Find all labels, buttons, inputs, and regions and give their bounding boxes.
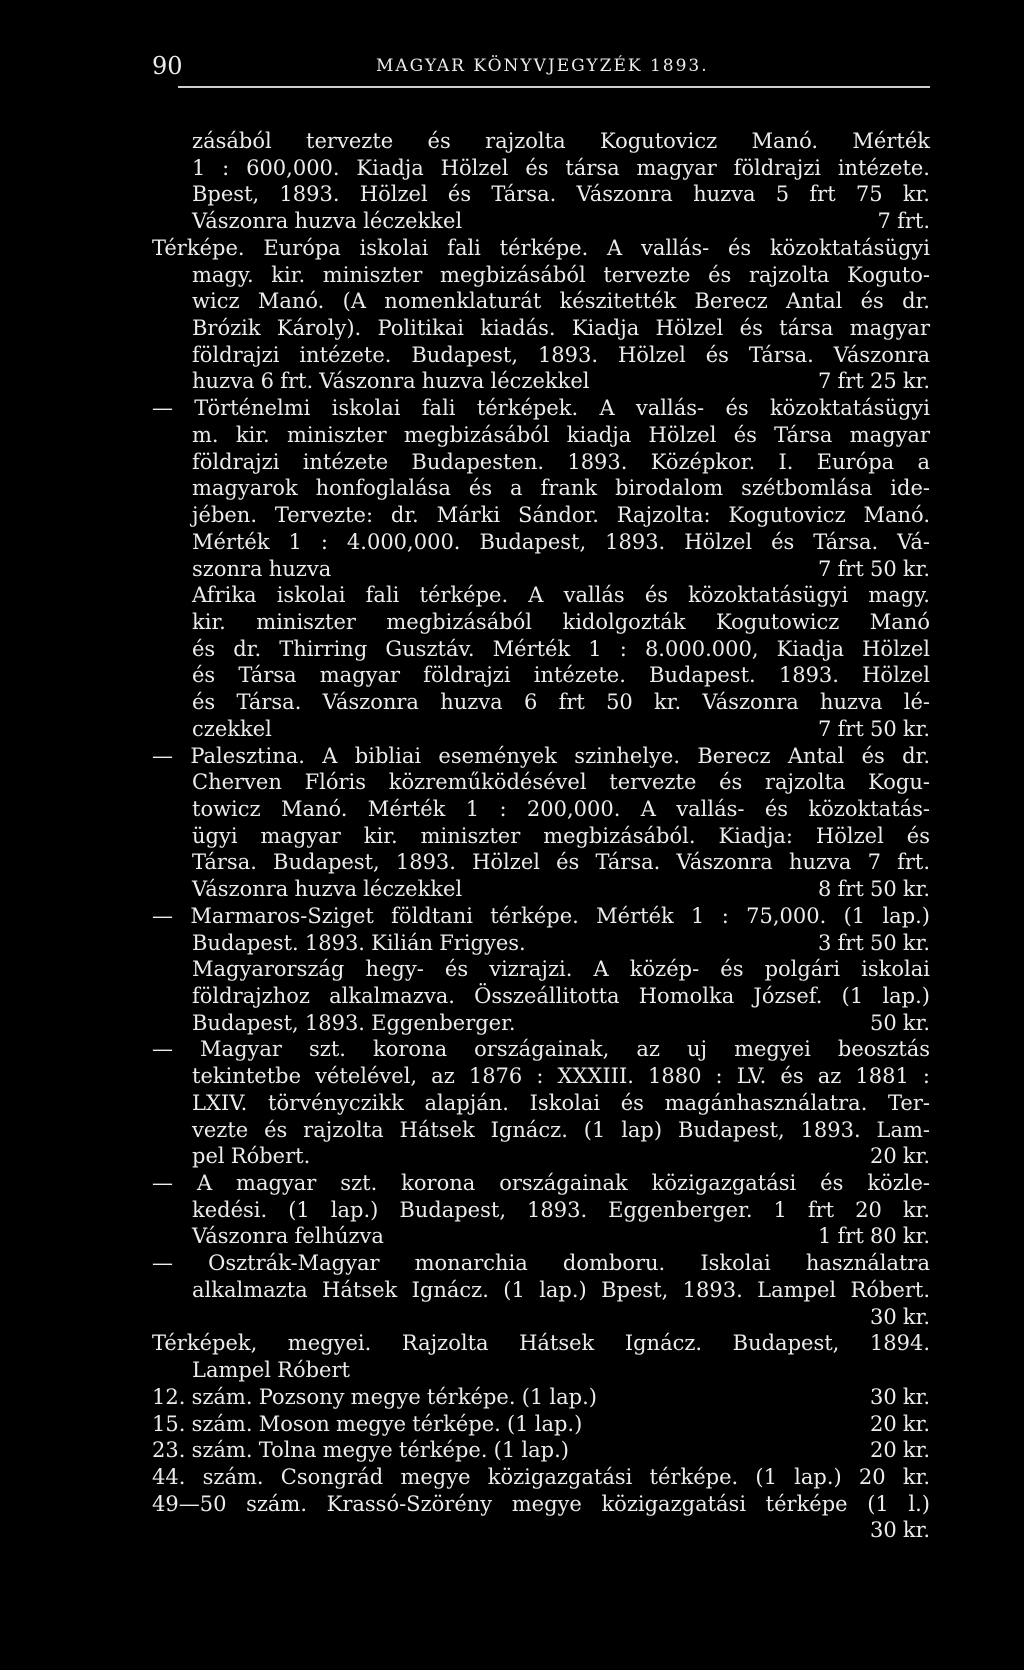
line-text: Budapest. 1893. Kilián Frigyes. — [192, 930, 526, 955]
line-text: Vászonra huzva léczekkel — [192, 209, 463, 234]
text-line — [152, 1170, 930, 1197]
text-line — [152, 1197, 930, 1224]
text-line — [152, 288, 930, 315]
text-line — [152, 475, 930, 502]
line-text: kir. miniszter megbizásából kidolgozták Kogutowicz Manó — [192, 609, 930, 634]
text-line — [152, 769, 930, 796]
text-line — [152, 1491, 930, 1518]
line-text: Afrika iskolai fali térképe. A vallás és közoktatásügyi magy. — [192, 583, 930, 608]
line-text: alkalmazta Hátsek Ignácz. (1 lap.) Bpest, 1893. Lampel Róbert. — [192, 1277, 930, 1302]
price: 3 frt 50 kr. — [818, 930, 930, 955]
line-text: LXIV. törvényczikk alapján. Iskolai és magánhasználatra. Ter- — [192, 1090, 930, 1115]
line-text: huzva 6 frt. Vászonra huzva léczekkel — [192, 369, 590, 394]
line-text: — Palesztina. A bibliai események szinhelye. Berecz Antal és dr. — [152, 743, 930, 768]
price: 8 frt 50 kr. — [818, 877, 930, 902]
line-text: földrajzhoz alkalmazva. Összeállitotta Homolka József. (1 lap.) — [192, 984, 930, 1008]
line-text: czekkel — [192, 716, 272, 741]
text-line — [152, 662, 930, 689]
line-text: ügyi magyar kir. miniszter megbizásából. Kiadja: Hölzel és — [192, 823, 930, 848]
line-text: magy. kir. miniszter megbizásából tervezte és rajzolta Koguto- — [192, 262, 930, 287]
text-line — [152, 1063, 930, 1090]
line-text: vezte és rajzolta Hátsek Ignácz. (1 lap) Budapest, 1893. Lam- — [192, 1117, 930, 1142]
price: 7 frt 50 kr. — [818, 716, 930, 741]
text-line — [152, 556, 930, 583]
text-line — [152, 876, 930, 903]
text-line — [152, 128, 930, 155]
header-rule — [178, 86, 930, 88]
line-text: tekintetbe vételével, az 1876 : XXXIII. 1880 : LV. és az 1881 : — [192, 1064, 930, 1089]
line-text: Társa. Budapest, 1893. Hölzel és Társa. Vászonra huzva 7 frt. — [192, 850, 930, 875]
line-text: wicz Manó. (A nomenklaturát készitették Berecz Antal és dr. — [192, 289, 930, 314]
text-line — [152, 956, 930, 983]
text-line — [152, 689, 930, 716]
text-line — [152, 315, 930, 342]
text-line — [152, 422, 930, 449]
text-line — [152, 181, 930, 208]
line-text: szonra huzva — [192, 556, 332, 581]
text-line — [152, 903, 930, 930]
line-text: — Osztrák-Magyar monarchia domboru. Iskolai használatra — [152, 1251, 930, 1276]
line-text: és Társa. Vászonra huzva 6 frt 50 kr. Vászonra huzva lé- — [192, 690, 930, 715]
text-line — [152, 636, 930, 663]
line-text: — Történelmi iskolai fali térképek. A vallás- és közoktatásügyi — [152, 396, 930, 421]
text-line — [152, 395, 930, 422]
text-line — [152, 155, 930, 182]
price: 30 kr. — [869, 1304, 930, 1329]
line-text: 23. szám. Tolna megye térképe. (1 lap.) — [152, 1438, 569, 1463]
text-line — [152, 743, 930, 770]
page-number: 90 — [152, 52, 183, 80]
text-line — [152, 1143, 930, 1170]
line-text: Lampel Róbert — [192, 1358, 350, 1383]
text-line — [152, 1517, 930, 1544]
text-line — [152, 1036, 930, 1063]
text-line — [152, 983, 930, 1010]
text-line — [152, 449, 930, 476]
text-line — [152, 1277, 930, 1304]
line-text: Vászonra felhúzva — [192, 1224, 384, 1249]
text-line — [152, 262, 930, 289]
line-text: zásából tervezte és rajzolta Kogutovicz Manó. Mérték — [192, 129, 930, 153]
running-title: MAGYAR KÖNYVJEGYZÉK 1893. — [376, 56, 709, 76]
text-line — [152, 1357, 930, 1384]
price: 50 kr. — [869, 1010, 930, 1035]
text-line — [152, 368, 930, 395]
price: 7 frt 25 kr. — [818, 369, 930, 394]
line-text: — Magyar szt. korona országainak, az uj megyei beosztás — [152, 1037, 930, 1062]
text-line — [152, 1411, 930, 1438]
line-text: Mérték 1 : 4.000,000. Budapest, 1893. Hölzel és Társa. Vá- — [192, 529, 930, 554]
price: 7 frt. — [877, 209, 930, 234]
text-line — [152, 609, 930, 636]
text-line — [152, 930, 930, 957]
line-text: és dr. Thirring Gusztáv. Mérték 1 : 8.000.000, Kiadja Hölzel — [192, 636, 930, 661]
text-line — [152, 342, 930, 369]
line-text: jében. Tervezte: dr. Márki Sándor. Rajzolta: Kogutovicz Manó. — [192, 503, 930, 528]
page-header — [152, 52, 930, 82]
price: 20 kr. — [869, 1411, 930, 1436]
price: 20 kr. — [869, 1438, 930, 1463]
text-line — [152, 1090, 930, 1117]
line-text: — Marmaros-Sziget földtani térképe. Mérték 1 : 75,000. (1 lap.) — [152, 903, 930, 928]
text-line — [152, 796, 930, 823]
text-line — [152, 1437, 930, 1464]
line-text: Budapest, 1893. Eggenberger. — [192, 1010, 516, 1035]
text-line — [152, 823, 930, 850]
text-line — [152, 1330, 930, 1357]
text-line — [152, 235, 930, 262]
text-line — [152, 529, 930, 556]
text-line — [152, 716, 930, 743]
text-line — [152, 1304, 930, 1331]
line-text: Cherven Flóris közreműködésével tervezte és rajzolta Kogu- — [192, 770, 930, 795]
line-text: kedési. (1 lap.) Budapest, 1893. Eggenberger. 1 frt 20 kr. — [192, 1197, 930, 1222]
line-text: 1 : 600,000. Kiadja Hölzel és társa magyar földrajzi intézete. — [192, 155, 930, 180]
text-line — [152, 582, 930, 609]
price: 1 frt 80 kr. — [818, 1224, 930, 1249]
line-text: földrajzi intézete Budapesten. 1893. Középkor. I. Európa a — [192, 449, 930, 474]
line-text: és Társa magyar földrajzi intézete. Budapest. 1893. Hölzel — [192, 663, 930, 688]
line-text: földrajzi intézete. Budapest, 1893. Hölzel és Társa. Vászonra — [192, 342, 930, 367]
text-line — [152, 1384, 930, 1411]
text-line — [152, 1010, 930, 1037]
line-text: m. kir. miniszter megbizásából kiadja Hölzel és Társa magyar — [192, 422, 930, 447]
line-text: 49—50 szám. Krassó-Szörény megye közigazgatási térképe (1 l.) — [152, 1491, 930, 1516]
line-text: magyarok honfoglalása és a frank birodalom szétbomlása ide- — [192, 476, 930, 501]
text-line — [152, 208, 930, 235]
line-text: 15. szám. Moson megye térképe. (1 lap.) — [152, 1411, 583, 1436]
text-line — [152, 1223, 930, 1250]
price: 20 kr. — [869, 1144, 930, 1169]
line-text: Vászonra huzva léczekkel — [192, 877, 463, 902]
bibliography-text — [152, 128, 930, 1544]
price: 7 frt 50 kr. — [818, 556, 930, 581]
line-text: 12. szám. Pozsony megye térképe. (1 lap.) — [152, 1384, 597, 1409]
text-line — [152, 502, 930, 529]
line-text: Térképe. Európa iskolai fali térképe. A vallás- és közoktatásügyi — [152, 235, 930, 260]
line-text: pel Róbert. — [192, 1144, 311, 1169]
line-text: Bpest, 1893. Hölzel és Társa. Vászonra huzva 5 frt 75 kr. — [192, 182, 930, 207]
line-text: 44. szám. Csongrád megye közigazgatási térképe. (1 lap.) 20 kr. — [152, 1464, 930, 1489]
text-line — [152, 1250, 930, 1277]
price: 30 kr. — [869, 1518, 930, 1543]
line-text: Térképek, megyei. Rajzolta Hátsek Ignácz. Budapest, 1894. — [152, 1331, 930, 1356]
text-line — [152, 1464, 930, 1491]
line-text: — A magyar szt. korona országainak közigazgatási és közle- — [152, 1171, 930, 1196]
line-text: Magyarország hegy- és vizrajzi. A közép- és polgári iskolai — [192, 957, 930, 982]
text-line — [152, 1117, 930, 1144]
price: 30 kr. — [869, 1384, 930, 1409]
line-text: Brózik Károly). Politikai kiadás. Kiadja Hölzel és társa magyar — [192, 316, 930, 341]
line-text: towicz Manó. Mérték 1 : 200,000. A vallás- és közoktatás- — [192, 796, 930, 821]
text-line — [152, 849, 930, 876]
